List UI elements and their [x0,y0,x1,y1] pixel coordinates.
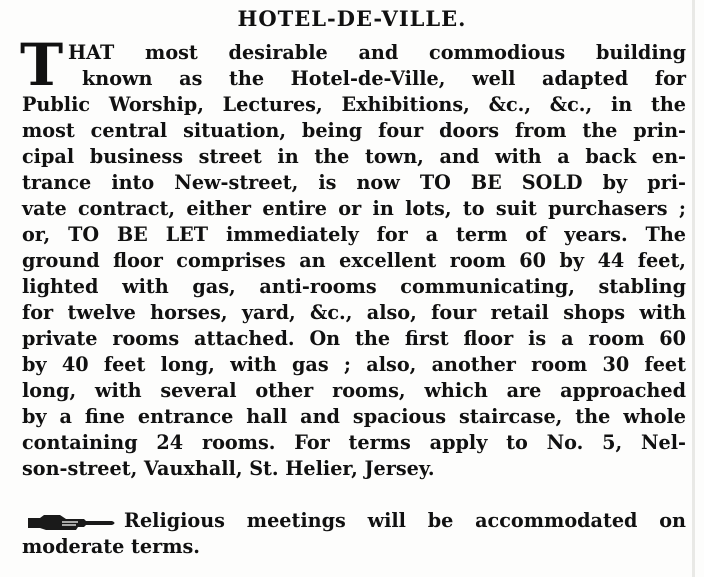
body-line: ground floor comprises an excellent room 60 by 44 feet, [22,249,686,272]
body-line: HAT most desirable and commodious building [68,41,686,64]
note-line: moderate terms. [22,535,200,558]
body-line: containing 24 rooms. For terms apply to No. 5, Nel- [22,431,686,454]
drop-cap: T [20,31,64,99]
body-line: cipal business street in the town, and with a back en- [22,145,686,168]
pointing-hand-icon [26,513,118,533]
body-line: trance into New-street, is now TO BE SOLD by pri- [22,171,686,194]
body-line: most central situation, being four doors from the prin- [22,119,686,142]
body-line: Public Worship, Lectures, Exhibitions, &c., &c., in the [22,93,686,116]
body-line: by 40 feet long, with gas ; also, another room 30 feet [22,353,686,376]
body-line: or, TO BE LET immediately for a term of years. The [22,223,686,246]
note-line: Religious meetings will be accommodated on [124,509,686,532]
body-line: long, with several other rooms, which are approached [22,379,686,402]
scan-edge [692,0,695,577]
body-line: private rooms attached. On the first floor is a room 60 [22,327,686,350]
body-line: son-street, Vauxhall, St. Helier, Jersey. [22,457,435,480]
body-line: lighted with gas, anti-rooms communicating, stabling [22,275,686,298]
body-line: known as the Hotel-de-Ville, well adapted for [82,67,686,90]
body-line: by a fine entrance hall and spacious staircase, the whole [22,405,686,428]
body-line: vate contract, either entire or in lots, to suit purchasers ; [22,197,686,220]
advertisement-title: HOTEL-DE-VILLE. [237,6,467,31]
body-line: for twelve horses, yard, &c., also, four retail shops with [22,301,686,324]
